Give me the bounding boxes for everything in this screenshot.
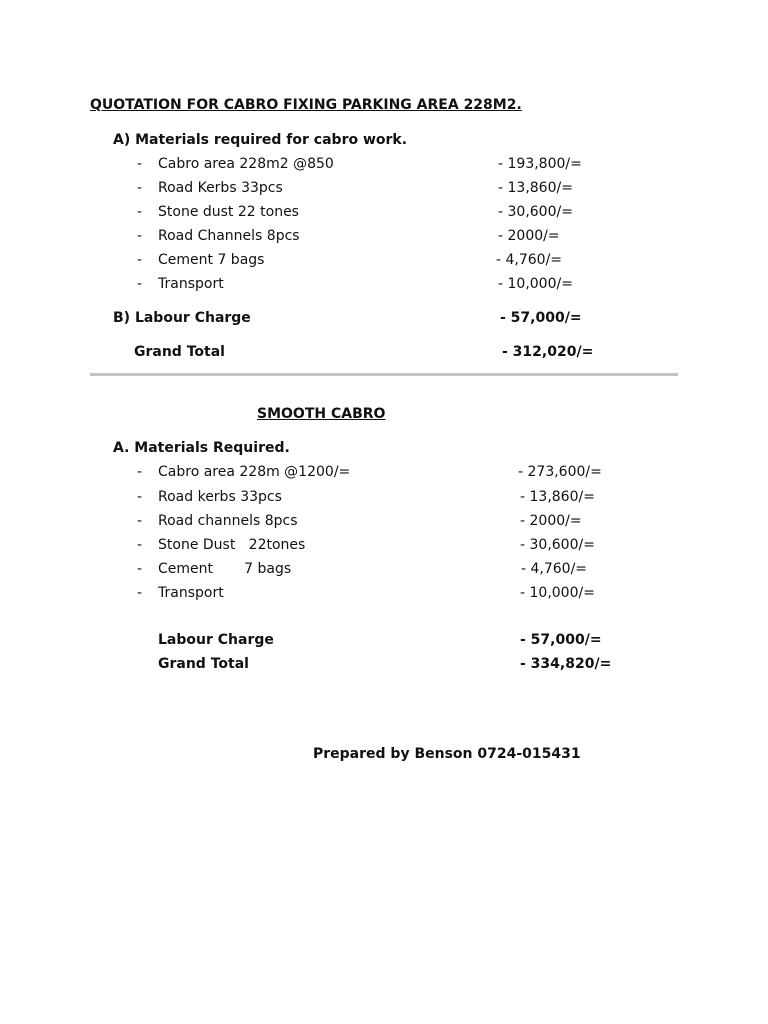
item-amount: - 13,860/= xyxy=(520,489,595,505)
item-amount: - 4,760/= xyxy=(521,561,588,577)
list-bullet: - xyxy=(137,464,143,480)
list-bullet: - xyxy=(137,537,143,553)
labour-charge-label: B) Labour Charge xyxy=(113,310,251,326)
item-label: Road kerbs 33pcs xyxy=(158,489,282,505)
item-label: Transport xyxy=(158,276,224,292)
list-bullet: - xyxy=(137,180,143,196)
item-amount: - 4,760/= xyxy=(496,252,563,268)
item-amount: - 2000/= xyxy=(520,513,582,529)
item-amount: - 13,860/= xyxy=(498,180,573,196)
item-amount: - 30,600/= xyxy=(498,204,573,220)
grand-total-label: Grand Total xyxy=(134,344,225,360)
labour-charge-amount: - 57,000/= xyxy=(500,310,582,326)
list-bullet: - xyxy=(137,276,143,292)
item-label: Cabro area 228m @1200/= xyxy=(158,464,351,480)
smooth-grand-total-amount: - 334,820/= xyxy=(520,656,612,672)
item-amount: - 273,600/= xyxy=(518,464,602,480)
item-amount: - 10,000/= xyxy=(520,585,595,601)
item-label: Stone Dust 22tones xyxy=(158,537,306,553)
item-label: Road Channels 8pcs xyxy=(158,228,300,244)
item-amount: - 30,600/= xyxy=(520,537,595,553)
item-label: Cement 7 bags xyxy=(158,561,292,577)
smooth-labour-amount: - 57,000/= xyxy=(520,632,602,648)
section-a-heading: A) Materials required for cabro work. xyxy=(113,132,408,148)
list-bullet: - xyxy=(137,585,143,601)
item-label: Transport xyxy=(158,585,224,601)
item-label: Road Kerbs 33pcs xyxy=(158,180,283,196)
smooth-materials-heading: A. Materials Required. xyxy=(113,440,290,456)
smooth-labour-label: Labour Charge xyxy=(158,632,274,648)
list-bullet: - xyxy=(137,228,143,244)
list-bullet: - xyxy=(137,513,143,529)
list-bullet: - xyxy=(137,156,143,172)
document-title: QUOTATION FOR CABRO FIXING PARKING AREA 228M2. xyxy=(90,97,522,113)
prepared-by: Prepared by Benson 0724-015431 xyxy=(313,746,581,762)
item-label: Cement 7 bags xyxy=(158,252,265,268)
grand-total-amount: - 312,020/= xyxy=(502,344,594,360)
item-label: Road channels 8pcs xyxy=(158,513,298,529)
smooth-cabro-title: SMOOTH CABRO xyxy=(257,406,386,422)
item-label: Cabro area 228m2 @850 xyxy=(158,156,334,172)
smooth-grand-total-label: Grand Total xyxy=(158,656,249,672)
list-bullet: - xyxy=(137,489,143,505)
section-divider xyxy=(90,373,678,376)
item-label: Stone dust 22 tones xyxy=(158,204,299,220)
list-bullet: - xyxy=(137,561,143,577)
item-amount: - 10,000/= xyxy=(498,276,573,292)
list-bullet: - xyxy=(137,252,143,268)
list-bullet: - xyxy=(137,204,143,220)
item-amount: - 2000/= xyxy=(498,228,560,244)
item-amount: - 193,800/= xyxy=(498,156,582,172)
